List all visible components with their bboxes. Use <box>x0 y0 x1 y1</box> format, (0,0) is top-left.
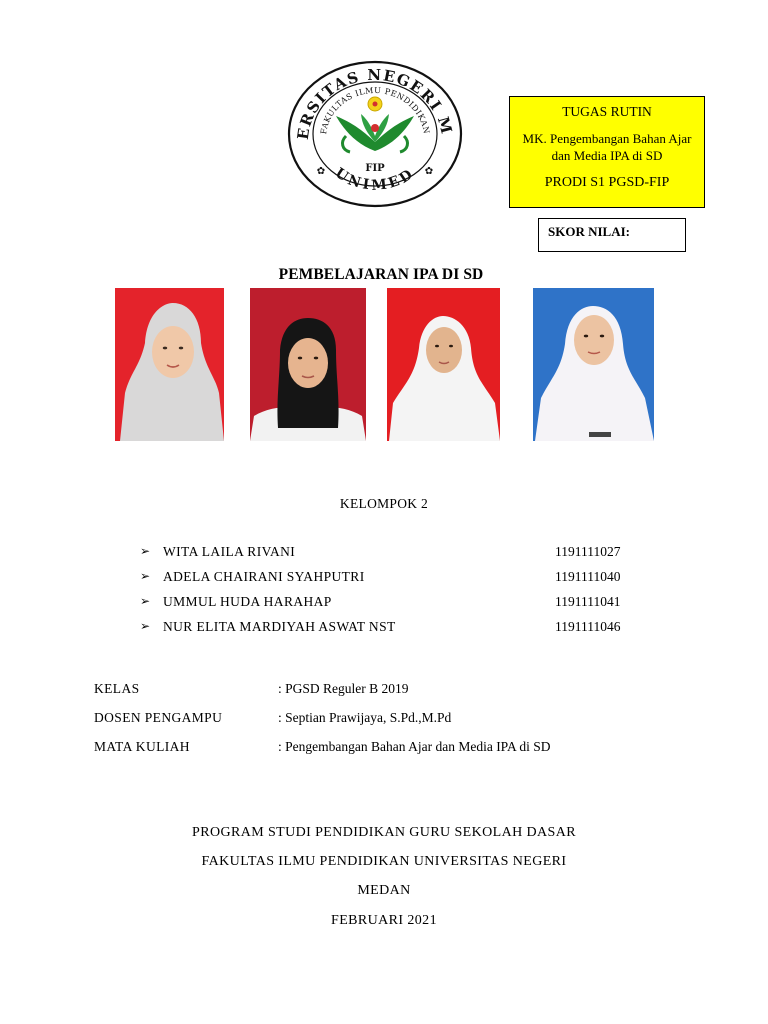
member-photo-4 <box>533 288 654 441</box>
course-name: MK. Pengembangan Bahan Ajar dan Media IPA di SD <box>522 131 692 163</box>
arrow-bullet-icon: ➢ <box>140 569 151 583</box>
lecturer-label: DOSEN PENGAMPU <box>94 710 223 725</box>
logo-inner-text: FAKULTAS ILMU PENDIDIKAN <box>319 85 431 135</box>
document-title: PEMBELAJARAN IPA DI SD <box>278 266 484 283</box>
list-item <box>140 594 640 612</box>
arrow-bullet-icon: ➢ <box>140 594 151 608</box>
arrow-bullet-icon: ➢ <box>140 544 151 558</box>
svg-text:✿: ✿ <box>316 166 326 177</box>
member-nim: 1191111041 <box>555 594 621 609</box>
class-label: KELAS <box>94 681 140 696</box>
assignment-type: TUGAS RUTIN <box>562 104 652 119</box>
logo-emblem <box>336 97 414 152</box>
class-value: : PGSD Reguler B 2019 <box>278 681 409 696</box>
svg-text:✿: ✿ <box>424 166 434 177</box>
member-name: ADELA CHAIRANI SYAHPUTRI <box>163 569 365 584</box>
footer-date: FEBRUARI 2021 <box>331 913 437 928</box>
list-item <box>140 569 640 587</box>
member-photo-3 <box>387 288 500 441</box>
course-value: : Pengembangan Bahan Ajar dan Media IPA di SD <box>278 739 551 754</box>
assignment-box <box>509 96 705 208</box>
member-nim: 1191111027 <box>555 544 621 559</box>
lecturer-value: : Septian Prawijaya, S.Pd.,M.Pd <box>278 710 452 725</box>
member-name: WITA LAILA RIVANI <box>163 544 296 559</box>
footer-program: PROGRAM STUDI PENDIDIKAN GURU SEKOLAH DASAR <box>192 825 576 840</box>
group-label: KELOMPOK 2 <box>339 496 429 511</box>
member-photo-2 <box>250 288 366 441</box>
university-logo <box>286 56 464 208</box>
list-item <box>140 544 640 562</box>
member-photo-1 <box>115 288 224 441</box>
member-nim: 1191111040 <box>555 569 621 584</box>
score-box <box>538 218 686 252</box>
arrow-bullet-icon: ➢ <box>140 619 151 633</box>
logo-outer-text: ERSITAS NEGERI M <box>293 65 456 141</box>
list-item <box>140 619 640 637</box>
footer-city: MEDAN <box>357 883 411 898</box>
logo-bottom-text: UNIMED <box>331 165 419 194</box>
logo-center-text: FIP <box>365 163 385 174</box>
member-nim: 1191111046 <box>555 619 621 634</box>
score-label: SKOR NILAI: <box>548 224 630 239</box>
course-label: MATA KULIAH <box>94 739 190 754</box>
member-name: UMMUL HUDA HARAHAP <box>163 594 332 609</box>
footer-faculty: FAKULTAS ILMU PENDIDIKAN UNIVERSITAS NEGERI <box>201 854 567 869</box>
member-name: NUR ELITA MARDIYAH ASWAT NST <box>163 619 396 634</box>
study-program: PRODI S1 PGSD-FIP <box>544 175 670 190</box>
